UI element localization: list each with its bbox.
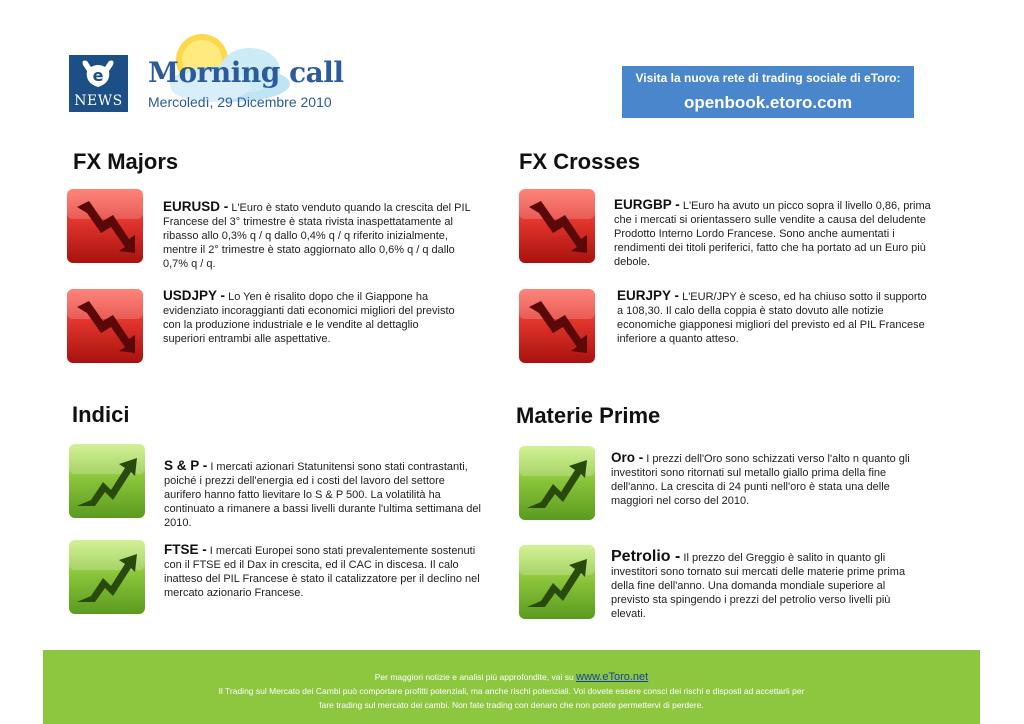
item-code: Oro -: [611, 450, 644, 465]
item-code: S & P -: [164, 458, 208, 473]
item-petrolio: [611, 550, 926, 621]
footer-line3: fare trading sul mercato dei cambi. Non fate trading con denaro che non potete permettervi di perdere.: [319, 700, 704, 710]
item-code: FTSE -: [164, 542, 207, 557]
item-code: EURJPY -: [617, 288, 680, 303]
item-sp: [164, 459, 484, 530]
item-text: Il prezzo del Greggio è salito in quanto gli investitori sono tornato sui mercati delle materie prime prima della fine dell'anno. Una domanda mondiale superiore al previsto sta spingendo i prezzi del petrolio verso livelli più elevati.: [611, 552, 906, 620]
item-text: L'EUR/JPY è sceso, ed ha chiuso sotto il supporto a 108,30. Il calo della coppia è stato dovuto alle notizie economiche giapponesi migliori del previsto ed al PIL Francese inferiore a quanto atteso.: [617, 291, 927, 345]
item-usdjpy: [163, 289, 463, 346]
etoro-news-logo: [69, 55, 128, 112]
item-text: L'Euro ha avuto un picco sopra il livello 0,86, prima che i mercati si orientassero sulle vendite a causa del deludente Prodotto Interno Lordo Francese. Sono anche aumentati i rendimenti dei titoli periferici, fatto che ha portato ad un Euro più debole.: [614, 200, 931, 268]
item-text: I mercati azionari Statunitensi sono stati contrastanti, poiché i prezzi dell'energia ed i costi del lavoro del settore aurifero hanno fatto lievitare lo S & P 500. La volatilità ha continuato a rimanere a bassi livelli durante l'ultima settimana del 2010.: [164, 461, 481, 529]
footer-line2: Il Trading sul Mercato dei Cambi può comportare profitti potenziali, ma anche rischi potenziali. Voi dovete essere consci dei rischi e disposti ad accettarli per: [218, 686, 805, 696]
item-code: EURGBP -: [614, 197, 680, 212]
footer-disclaimer: [43, 650, 980, 724]
heading-fx-majors: FX Majors: [73, 149, 179, 174]
trend-down-icon: [65, 187, 145, 267]
trend-down-icon: [65, 287, 145, 367]
item-eurgbp: [614, 198, 934, 269]
item-eurusd: [163, 200, 475, 271]
trend-up-icon: [67, 442, 147, 522]
item-code: Petrolio -: [611, 548, 681, 565]
trend-down-icon: [517, 287, 597, 367]
etoro-bull-icon: [79, 59, 117, 89]
promo-text: Visita la nuova rete di trading sociale di eToro:: [635, 71, 901, 85]
item-text: I prezzi dell'Oro sono schizzati verso l'alto n quanto gli investitori sono ritornati sul metallo giallo prima della fine dell'anno. La crescita di 24 punti nell'oro è stata una delle maggiori nel corso del 2010.: [611, 453, 910, 507]
trend-up-icon: [517, 543, 597, 623]
item-text: L'Euro è stato venduto quando la crescita del PIL Francese del 3° trimestre è stata rivista inaspettatamente al ribasso allo 0,3% q / q dallo 0,4% q / q riferito inizialmente, mentre il 2° trimestre è stato aggiornato allo 0,6% q / q dallo 0,7% q / q.: [163, 202, 471, 270]
item-text: I mercati Europei sono stati prevalentemente sostenuti con il FTSE ed il Dax in crescita, ed il CAC in discesa. Il calo inatteso del PIL Francese è stato il catalizzatore per il declino nel mercato azionario Francese.: [164, 545, 480, 599]
item-eurjpy: [617, 289, 927, 346]
heading-materie-prime: Materie Prime: [516, 403, 661, 428]
svg-text:e: e: [92, 66, 104, 85]
trend-up-icon: [67, 538, 147, 618]
trend-down-icon: [517, 187, 597, 267]
item-code: USDJPY -: [163, 288, 226, 303]
item-text: Lo Yen è risalito dopo che il Giappone ha evidenziato incoraggianti dati economici migliori del previsto con la produzione industriale e le vendite al dettaglio superiori entrambi alle aspettative.: [163, 291, 455, 345]
item-ftse: [164, 543, 484, 600]
etoro-link[interactable]: www.eToro.net: [576, 671, 649, 683]
trend-up-icon: [517, 444, 597, 524]
page-title: Morning call: [148, 56, 344, 89]
footer-line1: [43, 670, 980, 684]
heading-fx-crosses: FX Crosses: [519, 149, 641, 174]
item-oro: [611, 451, 931, 508]
issue-date: Mercoledì, 29 Dicembre 2010: [148, 94, 332, 110]
openbook-promo[interactable]: [622, 66, 914, 118]
heading-indici: Indici: [72, 402, 130, 427]
footer-more-text: Per maggiori notizie e analisi più approfondite, vai su: [374, 672, 577, 682]
openbook-link[interactable]: openbook.etoro.com: [683, 93, 853, 112]
item-code: EURUSD -: [163, 199, 229, 214]
logo-text: NEWS: [74, 93, 123, 109]
